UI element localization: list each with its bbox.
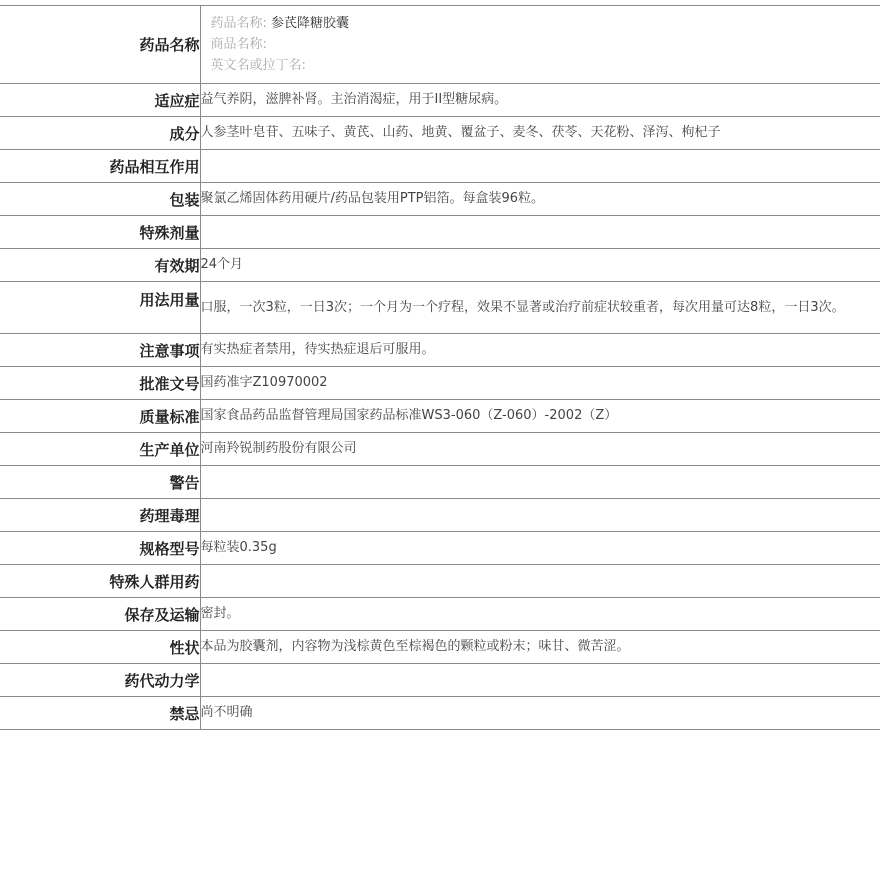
row-value: [200, 499, 880, 532]
row-value: 24个月: [200, 249, 880, 282]
row-dosage: [0, 282, 880, 334]
row-label: 药品名称: [0, 6, 200, 84]
row-label: 生产单位: [0, 433, 200, 466]
row-value: [200, 565, 880, 598]
row-value: 河南羚锐制药股份有限公司: [200, 433, 880, 466]
row-label: 注意事项: [0, 334, 200, 367]
row-label: 用法用量: [0, 282, 200, 334]
row-value: 国家食品药品监督管理局国家药品标准WS3-060（Z-060）-2002（Z）: [200, 400, 880, 433]
drug-names-cell: [200, 6, 880, 84]
row-manufacturer: [0, 433, 880, 466]
row-value: 有实热症者禁用，待实热症退后可服用。: [200, 334, 880, 367]
row-shelf-life: [0, 249, 880, 282]
row-contraindications: [0, 697, 880, 730]
row-label: 适应症: [0, 84, 200, 117]
row-label: 批准文号: [0, 367, 200, 400]
row-value: 尚不明确: [200, 697, 880, 730]
row-pharmacology-toxicology: [0, 499, 880, 532]
row-value: 口服，一次3粒，一日3次；一个月为一个疗程，效果不显著或治疗前症状较重者，每次用量可达8粒，一日3次。: [200, 282, 880, 334]
row-warning: [0, 466, 880, 499]
row-label: 规格型号: [0, 532, 200, 565]
row-value: [200, 664, 880, 697]
generic-name-caption: 药品名称:: [210, 16, 267, 31]
row-specification: [0, 532, 880, 565]
row-value: 密封。: [200, 598, 880, 631]
row-label: 有效期: [0, 249, 200, 282]
row-value: 聚氯乙烯固体药用硬片/药品包装用PTP铝箔。每盒装96粒。: [200, 183, 880, 216]
row-value: 益气养阴，滋脾补肾。主治消渴症，用于II型糖尿病。: [200, 84, 880, 117]
row-label: 药理毒理: [0, 499, 200, 532]
row-label: 性状: [0, 631, 200, 664]
row-label: 特殊剂量: [0, 216, 200, 249]
row-pharmacokinetics: [0, 664, 880, 697]
row-drug-names: [0, 6, 880, 84]
row-label: 包装: [0, 183, 200, 216]
row-value: 本品为胶囊剂，内容物为浅棕黄色至棕褐色的颗粒或粉末；味甘、微苦涩。: [200, 631, 880, 664]
row-label: 禁忌: [0, 697, 200, 730]
row-label: 警告: [0, 466, 200, 499]
row-label: 药代动力学: [0, 664, 200, 697]
row-description: [0, 631, 880, 664]
row-precautions: [0, 334, 880, 367]
row-label: 药品相互作用: [0, 150, 200, 183]
row-value: 人参茎叶皂苷、五味子、黄芪、山药、地黄、覆盆子、麦冬、茯苓、天花粉、泽泻、枸杞子: [200, 117, 880, 150]
row-value: 国药准字Z10970002: [200, 367, 880, 400]
row-special-dosage: [0, 216, 880, 249]
row-storage: [0, 598, 880, 631]
row-value: [200, 150, 880, 183]
row-label: 成分: [0, 117, 200, 150]
row-interactions: [0, 150, 880, 183]
row-special-populations: [0, 565, 880, 598]
row-value: [200, 216, 880, 249]
row-value: [200, 466, 880, 499]
row-label: 质量标准: [0, 400, 200, 433]
trade-name-caption: 商品名称:: [210, 37, 267, 52]
row-label: 保存及运输: [0, 598, 200, 631]
row-approval-number: [0, 367, 880, 400]
generic-name-value: 参芪降糖胶囊: [271, 16, 350, 31]
row-quality-standard: [0, 400, 880, 433]
row-label: 特殊人群用药: [0, 565, 200, 598]
row-value: 每粒装0.35g: [200, 532, 880, 565]
drug-info-table: [0, 5, 880, 730]
row-packaging: [0, 183, 880, 216]
row-ingredients: [0, 117, 880, 150]
english-name-caption: 英文名或拉丁名:: [210, 58, 306, 73]
row-indication: [0, 84, 880, 117]
